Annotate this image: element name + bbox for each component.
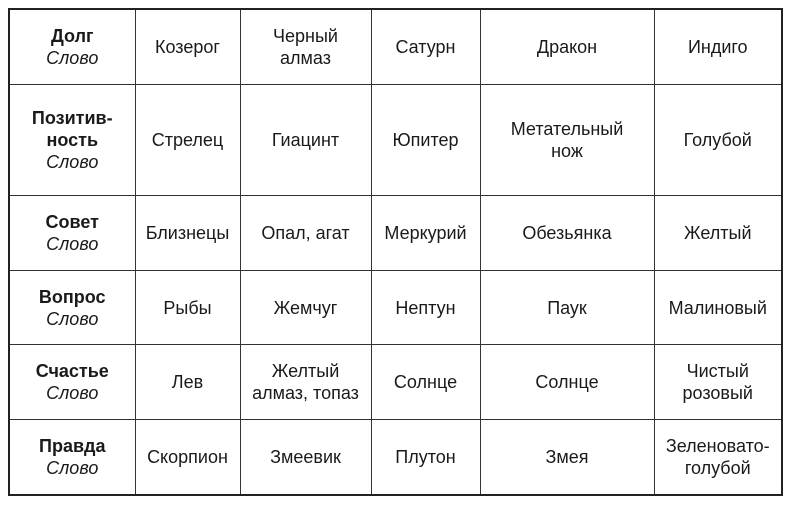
table-cell: Козерог [135,9,240,84]
table-wrapper [8,8,783,496]
table-row [9,84,782,195]
table-cell: Желтый алмаз, топаз [240,345,371,420]
table-cell: Опал, агат [240,196,371,271]
table-cell: Обезьянка [480,196,654,271]
table-row [9,196,782,271]
table-cell: Голубой [654,84,782,195]
table-cell: Паук [480,270,654,345]
table-cell: Желтый [654,196,782,271]
table-cell: Жемчуг [240,270,371,345]
row-subtitle: Слово [46,152,99,173]
row-subtitle: Слово [46,233,99,254]
table-cell: Рыбы [135,270,240,345]
table-row [9,420,782,495]
table-cell: Плутон [371,420,480,495]
table-cell: Близнецы [135,196,240,271]
table-cell: Чистый розовый [654,345,782,420]
row-subtitle: Слово [46,308,99,329]
table-cell: Змея [480,420,654,495]
table-cell: Змеевик [240,420,371,495]
row-subtitle: Слово [46,383,99,404]
table-cell: Скорпион [135,420,240,495]
row-title: Вопрос [38,286,106,307]
row-title: Позитив- ность [31,108,113,151]
table-cell: Стрелец [135,84,240,195]
table-cell: Гиацинт [240,84,371,195]
row-header [9,9,135,84]
row-header [9,270,135,345]
table-cell: Солнце [371,345,480,420]
row-header [9,196,135,271]
table-cell: Меркурий [371,196,480,271]
table-cell: Дракон [480,9,654,84]
table-row [9,270,782,345]
row-title: Совет [45,211,99,232]
row-header [9,345,135,420]
correspondence-table [8,8,783,496]
table-cell: Юпитер [371,84,480,195]
table-cell: Зеленовато- голубой [654,420,782,495]
row-header [9,420,135,495]
row-header [9,84,135,195]
table-cell: Нептун [371,270,480,345]
table-cell: Малиновый [654,270,782,345]
table-cell: Черный алмаз [240,9,371,84]
row-title: Долг [50,25,94,46]
row-subtitle: Слово [46,458,99,478]
table-cell: Лев [135,345,240,420]
row-subtitle: Слово [46,47,99,68]
table-row [9,345,782,420]
row-title: Правда [39,436,106,456]
table-cell: Солнце [480,345,654,420]
row-title: Счастье [35,361,109,382]
table-cell: Сатурн [371,9,480,84]
table-row [9,9,782,84]
table-cell: Индиго [654,9,782,84]
table-cell: Метательный нож [480,84,654,195]
